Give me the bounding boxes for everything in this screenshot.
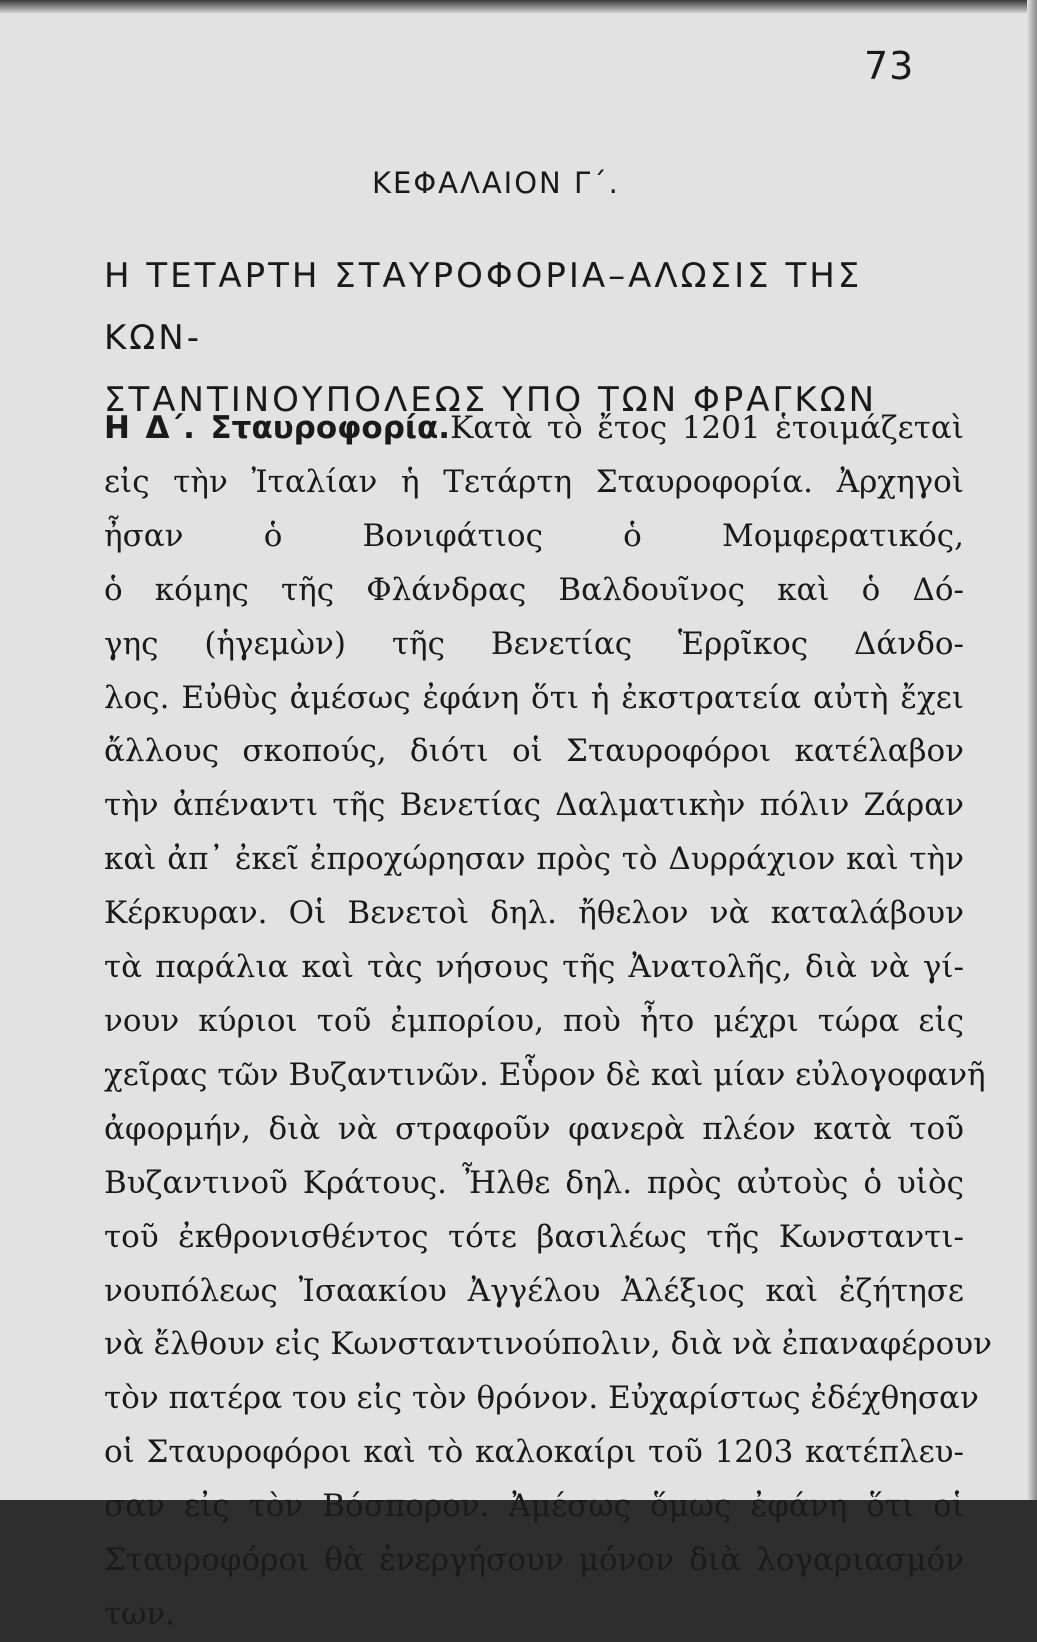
text-line: νουν κύριοι τοῦ ἐμπορίου, ποὺ ἦτο μέχρι τώρα εἰς: [104, 1002, 964, 1039]
text-line: καὶ ἀπ᾽ ἐκεῖ ἐπροχώρησαν πρὸς τὸ Δυρράχιον καὶ τὴν: [104, 841, 964, 878]
text-line: ὁ κόμης τῆς Φλάνδρας Βαλδουῖνος καὶ ὁ Δό-: [104, 571, 964, 608]
text-line: σαν εἰς τὸν Βόσπορον. Ἀμέσως ὅμως ἐφάνη ὅτι οἱ: [104, 1488, 964, 1525]
text-line: χεῖρας τῶν Βυζαντινῶν. Εὗρον δὲ καὶ μίαν εὐλογοφανῆ: [104, 1056, 986, 1093]
page-right-edge: [1027, 0, 1037, 1500]
text-line: εἰς τὴν Ἰταλίαν ἡ Τετάρτη Σταυροφορία. Ἀρχηγοὶ: [104, 463, 964, 500]
chapter-title-line-1: Η ΤΕΤΑΡΤΗ ΣΤΑΥΡΟΦΟΡΙΑ–ΑΛΩΣΙΣ ΤΗΣ ΚΩΝ-: [104, 256, 863, 358]
text-line: τὰ παράλια καὶ τὰς νήσους τῆς Ἀνατολῆς, διὰ νὰ γί-: [104, 949, 964, 986]
chapter-title-line-2: ΣΤΑΝΤΙΝΟΥΠΟΛΕΩΣ ΥΠΟ ΤΩΝ ΦΡΑΓΚΩΝ: [104, 380, 878, 420]
text-line: ἄλλους σκοπούς, διότι οἱ Σταυροφόροι κατέλαβον: [104, 733, 964, 770]
text-line: νὰ ἔλθουν εἰς Κωνσταντινούπολιν, διὰ νὰ ἐπαναφέρουν: [104, 1326, 992, 1363]
chapter-label: ΚΕΦΑΛΑΙΟΝ Γ΄.: [372, 166, 620, 200]
text-line: τὸν πατέρα του εἰς τὸν θρόνον. Εὐχαρίστως ἐδέχθησαν: [104, 1380, 979, 1417]
text-line: οἱ Σταυροφόροι καὶ τὸ καλοκαίρι τοῦ 1203 κατέπλευ-: [104, 1434, 964, 1471]
text-line: των.: [104, 1595, 176, 1632]
body-text: [104, 402, 992, 1642]
text-line: νουπόλεως Ἰσαακίου Ἀγγέλου Ἀλέξιος καὶ ἐζήτησε: [104, 1272, 964, 1309]
section-heading: Η Δ΄. Σταυροφορία.: [104, 410, 451, 446]
text-line: Η Δ΄. Σταυροφορία.Κατὰ τὸ ἔτος 1201 ἑτοιμάζεταὶ: [104, 410, 964, 446]
text-line: Σταυροφόροι θὰ ἐνεργήσουν μόνον διὰ λογαριασμόν: [104, 1542, 964, 1579]
text-line: γης (ἡγεμὼν) τῆς Βενετίας Ἑρρῖκος Δάνδο-: [104, 625, 964, 662]
text-line: τοῦ ἐκθρονισθέντος τότε βασιλέως τῆς Κωνσταντι-: [104, 1218, 964, 1255]
page-top-edge: [0, 0, 1037, 14]
text-line: ἀφορμήν, διὰ νὰ στραφοῦν φανερὰ πλέον κατὰ τοῦ: [104, 1110, 964, 1147]
page-number: 73: [864, 44, 915, 88]
text-line: Κέρκυραν. Οἱ Βενετοὶ δηλ. ἤθελον νὰ καταλάβουν: [104, 895, 964, 932]
text-line: Βυζαντινοῦ Κράτους. Ἦλθε δηλ. πρὸς αὐτοὺς ὁ υἱὸς: [104, 1164, 964, 1201]
text-line: τὴν ἀπέναντι τῆς Βενετίας Δαλματικὴν πόλιν Ζάραν: [104, 787, 964, 824]
text-line: ἦσαν ὁ Βονιφάτιος ὁ Μομφερατικός,: [104, 517, 964, 554]
text-line: λος. Εὐθὺς ἀμέσως ἐφάνη ὅτι ἡ ἐκστρατεία αὐτὴ ἔχει: [104, 679, 964, 716]
